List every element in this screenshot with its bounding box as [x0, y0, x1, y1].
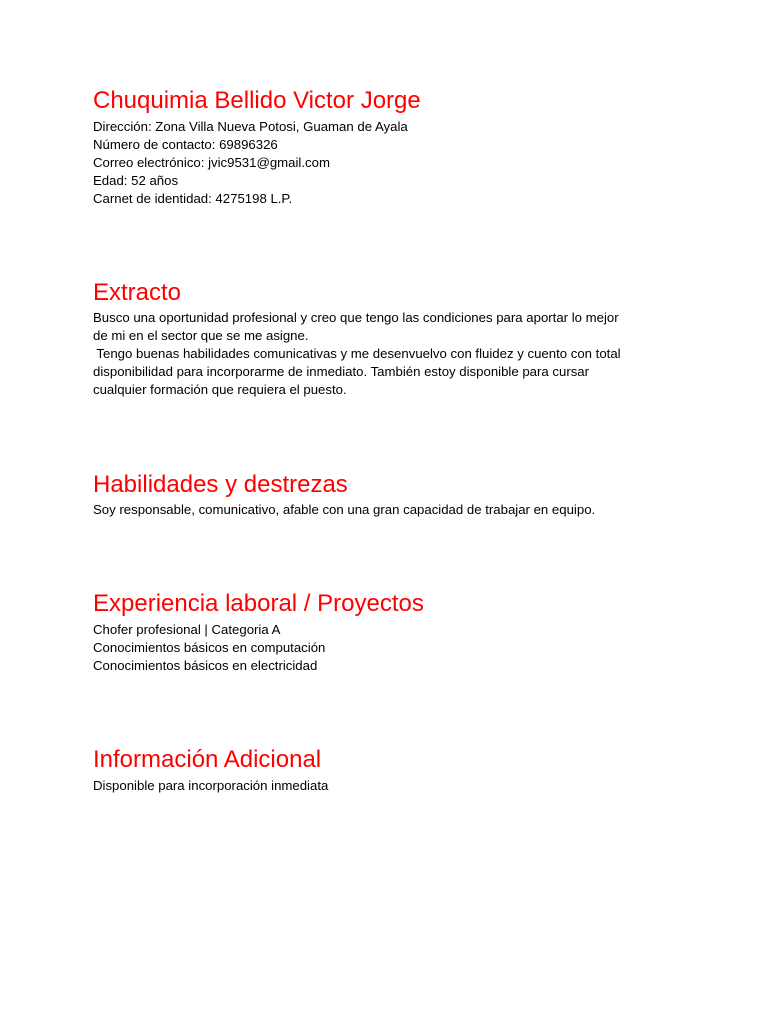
contact-phone: Número de contacto: 69896326	[93, 137, 278, 152]
extracto-line: de mi en el sector que se me asigne.	[93, 328, 309, 343]
section-body-experiencia	[93, 621, 683, 675]
contact-email: Correo electrónico: jvic9531@gmail.com	[93, 155, 330, 170]
section-body-informacion	[93, 777, 683, 795]
extracto-line: Busco una oportunidad profesional y creo que tengo las condiciones para aportar lo mejor	[93, 310, 619, 325]
experiencia-item: Conocimientos básicos en electricidad	[93, 658, 318, 673]
section-body-habilidades	[93, 501, 683, 519]
contact-details	[93, 118, 683, 208]
informacion-line: Disponible para incorporación inmediata	[93, 778, 329, 793]
contact-address: Dirección: Zona Villa Nueva Potosi, Guaman de Ayala	[93, 119, 408, 134]
experiencia-item: Conocimientos básicos en computación	[93, 640, 326, 655]
section-heading-extracto: Extracto	[93, 279, 182, 306]
section-body-extracto	[93, 309, 683, 399]
contact-id-card: Carnet de identidad: 4275198 L.P.	[93, 191, 293, 206]
experiencia-item: Chofer profesional | Categoria A	[93, 622, 281, 637]
extracto-line: Tengo buenas habilidades comunicativas y me desenvuelvo con fluidez y cuento con total	[93, 346, 621, 361]
contact-age: Edad: 52 años	[93, 173, 179, 188]
section-heading-habilidades: Habilidades y destrezas	[93, 471, 348, 498]
habilidades-line: Soy responsable, comunicativo, afable con una gran capacidad de trabajar en equipo.	[93, 502, 596, 517]
resume-name-heading: Chuquimia Bellido Victor Jorge	[93, 87, 421, 114]
extracto-line: cualquier formación que requiera el puesto.	[93, 382, 347, 397]
section-heading-experiencia: Experiencia laboral / Proyectos	[93, 590, 424, 617]
section-heading-informacion: Información Adicional	[93, 746, 322, 773]
extracto-line: disponibilidad para incorporarme de inmediato. También estoy disponible para cursar	[93, 364, 590, 379]
